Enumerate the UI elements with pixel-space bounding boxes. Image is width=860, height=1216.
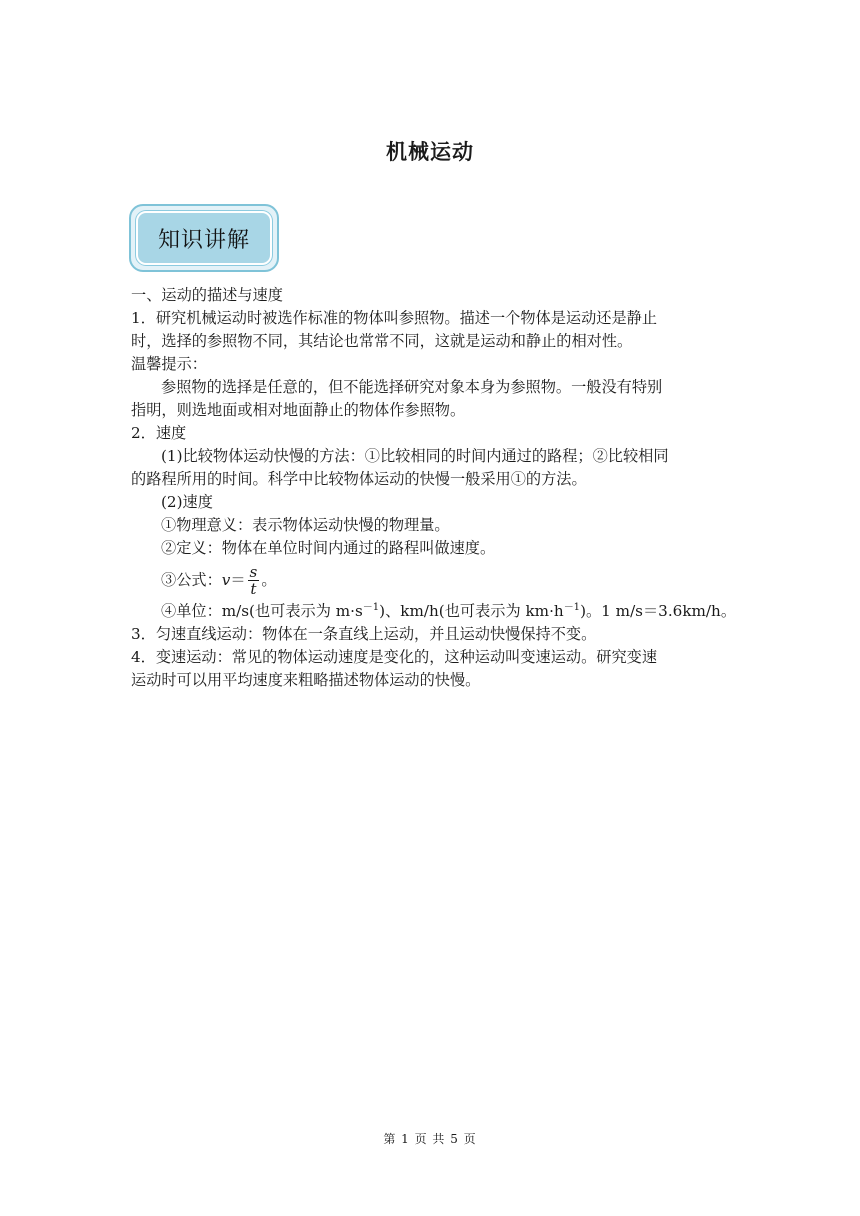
paragraph-line: 时，选择的参照物不同，其结论也常常不同，这就是运动和静止的相对性。 bbox=[131, 332, 633, 350]
page-footer: 第 1 页 共 5 页 bbox=[383, 1132, 477, 1146]
paragraph-line: 运动时可以用平均速度来粗略描述物体运动的快慢。 bbox=[131, 671, 481, 689]
fraction-denominator: t bbox=[250, 579, 257, 598]
unit-superscript: －1 bbox=[563, 602, 581, 613]
unit-suffix: )。1 m/s＝3.6km/h。 bbox=[580, 602, 737, 620]
document-body bbox=[131, 284, 737, 692]
paragraph-line: (1)比较物体运动快慢的方法：①比较相同的时间内通过的路程；②比较相同 bbox=[161, 447, 669, 465]
paragraph-line: 参照物的选择是任意的，但不能选择研究对象本身为参照物。一般没有特别 bbox=[161, 378, 663, 396]
paragraph-line: 指明，则选地面或相对地面静止的物体作参照物。 bbox=[131, 401, 466, 419]
formula-label: ③公式： bbox=[161, 570, 222, 589]
section-badge-label: 知识讲解 bbox=[136, 211, 272, 265]
paragraph-line: 的路程所用的时间。科学中比较物体运动的快慢一般采用①的方法。 bbox=[131, 470, 587, 488]
section-heading: 一、运动的描述与速度 bbox=[131, 286, 283, 304]
speed-formula bbox=[131, 560, 731, 600]
formula-variable: v bbox=[221, 570, 231, 589]
formula-end: 。 bbox=[261, 570, 277, 589]
paragraph-line: 1．研究机械运动时被选作标准的物体叫参照物。描述一个物体是运动还是静止 bbox=[131, 309, 658, 327]
subsection-heading: (2)速度 bbox=[161, 493, 213, 511]
unit-prefix: ④单位：m/s(也可表示为 m·s bbox=[161, 602, 363, 620]
fraction-numerator: s bbox=[249, 562, 258, 581]
unit-line bbox=[131, 600, 737, 623]
section-badge bbox=[129, 204, 279, 272]
unit-superscript: －1 bbox=[362, 602, 380, 613]
paragraph-line: ①物理意义：表示物体运动快慢的物理量。 bbox=[161, 516, 450, 534]
paragraph-line: ②定义：物体在单位时间内通过的路程叫做速度。 bbox=[161, 539, 496, 557]
page-title: 机械运动 bbox=[386, 140, 474, 164]
subsection-heading: 2．速度 bbox=[131, 424, 187, 442]
paragraph-line: 4．变速运动：常见的物体运动速度是变化的，这种运动叫变速运动。研究变速 bbox=[131, 648, 658, 666]
unit-middle: )、km/h(也可表示为 km·h bbox=[379, 602, 564, 620]
tip-label: 温馨提示： bbox=[131, 355, 207, 373]
formula-equals: ＝ bbox=[230, 570, 246, 589]
paragraph-line: 3．匀速直线运动：物体在一条直线上运动，并且运动快慢保持不变。 bbox=[131, 625, 597, 643]
formula-fraction bbox=[248, 564, 260, 597]
